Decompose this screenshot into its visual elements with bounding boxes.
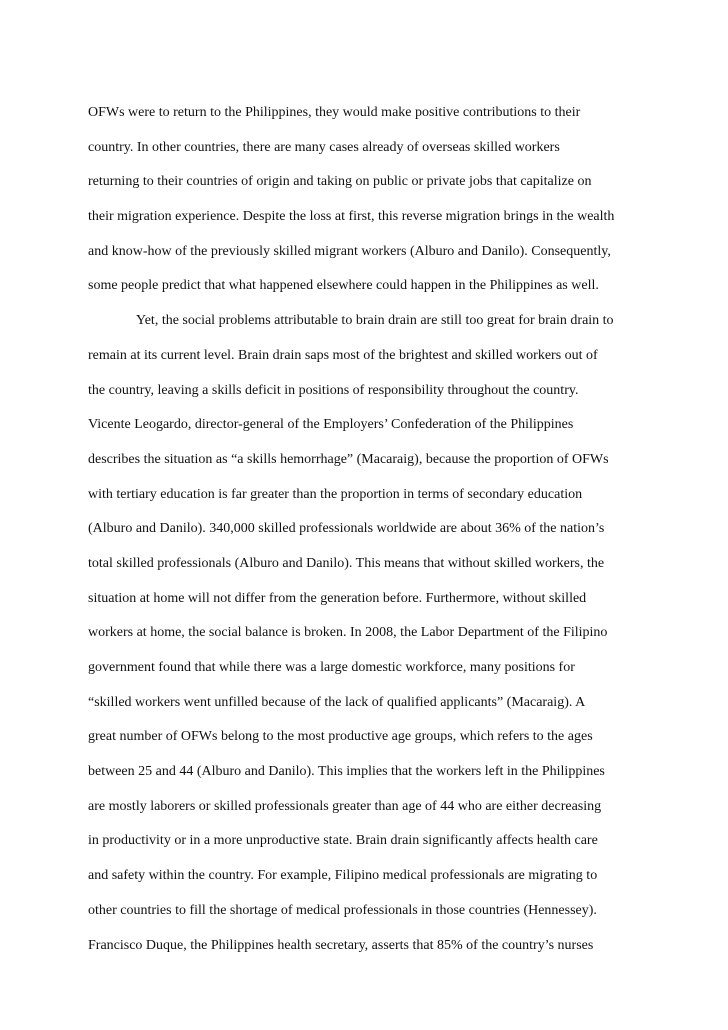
text-line-20: between 25 and 44 (Alburo and Danilo). This implies that the workers left in the Philippines <box>88 764 605 780</box>
text-line-12: with tertiary education is far greater than the proportion in terms of secondary education <box>88 486 583 502</box>
text-line-13: (Alburo and Danilo). 340,000 skilled professionals worldwide are about 36% of the nation’s <box>88 521 605 537</box>
text-line-4: their migration experience. Despite the loss at first, this reverse migration brings in the wealth <box>88 209 615 225</box>
text-line-19: great number of OFWs belong to the most productive age groups, which refers to the ages <box>88 729 593 745</box>
text-line-9: the country, leaving a skills deficit in positions of responsibility throughout the country. <box>88 382 579 398</box>
text-line-1: OFWs were to return to the Philippines, they would make positive contributions to their <box>88 105 581 120</box>
body-text <box>88 96 648 963</box>
text-line-25: Francisco Duque, the Philippines health secretary, asserts that 85% of the country’s nurses <box>88 937 594 953</box>
text-line-2: country. In other countries, there are many cases already of overseas skilled workers <box>88 139 560 155</box>
text-line-16: workers at home, the social balance is broken. In 2008, the Labor Department of the Filipino <box>88 625 608 641</box>
text-line-14: total skilled professionals (Alburo and Danilo). This means that without skilled workers, the <box>88 555 605 571</box>
text-line-24: other countries to fill the shortage of medical professionals in those countries (Hennessey). <box>88 902 597 918</box>
text-line-18: “skilled workers went unfilled because of the lack of qualified applicants” (Macaraig). A <box>88 694 586 710</box>
text-line-5: and know-how of the previously skilled migrant workers (Alburo and Danilo). Consequently, <box>88 243 611 259</box>
text-line-7: Yet, the social problems attributable to brain drain are still too great for brain drain to <box>136 313 614 329</box>
text-line-10: Vicente Leogardo, director-general of the Employers’ Confederation of the Philippines <box>88 417 574 433</box>
text-line-3: returning to their countries of origin and taking on public or private jobs that capitalize on <box>88 174 592 190</box>
text-line-21: are mostly laborers or skilled professionals greater than age of 44 who are either decreasing <box>88 798 602 814</box>
text-line-22: in productivity or in a more unproductive state. Brain drain significantly affects health care <box>88 833 598 849</box>
text-line-23: and safety within the country. For example, Filipino medical professionals are migrating to <box>88 868 598 884</box>
text-line-15: situation at home will not differ from the generation before. Furthermore, without skilled <box>88 590 587 606</box>
text-line-11: describes the situation as “a skills hemorrhage” (Macaraig), because the proportion of OFWs <box>88 451 609 467</box>
text-line-8: remain at its current level. Brain drain saps most of the brightest and skilled workers out of <box>88 347 598 363</box>
text-line-6: some people predict that what happened elsewhere could happen in the Philippines as well. <box>88 278 599 294</box>
text-line-17: government found that while there was a large domestic workforce, many positions for <box>88 660 575 675</box>
